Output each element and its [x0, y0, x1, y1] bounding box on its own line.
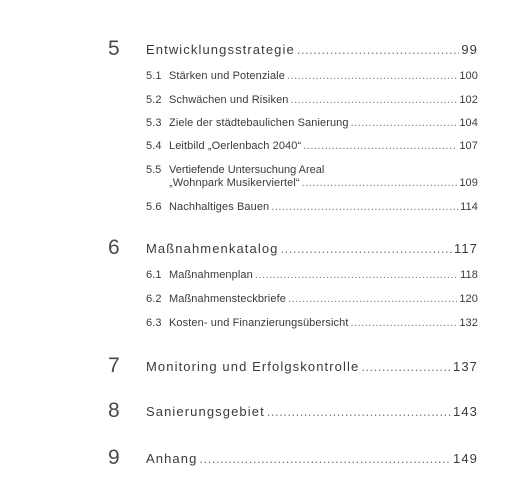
section-title: Kosten- und Finanzierungsübersicht — [169, 317, 349, 329]
dot-leader — [199, 451, 451, 466]
section-title: Vertiefende Untersuchung Areal — [169, 164, 325, 176]
dot-leader — [287, 70, 457, 82]
toc-entry-section[interactable] — [146, 201, 478, 213]
chapter-number: 8 — [108, 399, 120, 422]
page-number: 137 — [453, 359, 478, 374]
toc-entry-section[interactable] — [146, 94, 478, 106]
dot-leader — [297, 42, 460, 57]
chapter-title: Anhang — [146, 451, 198, 466]
toc-entry-section[interactable] — [146, 140, 478, 152]
dot-leader — [288, 293, 457, 305]
page-number: 100 — [459, 70, 478, 82]
toc-entry-section[interactable] — [146, 269, 478, 281]
page-number: 104 — [459, 117, 478, 129]
section-number: 6.1 — [146, 269, 162, 281]
section-number: 5.1 — [146, 70, 162, 82]
chapter-number: 9 — [108, 446, 120, 469]
dot-leader — [351, 317, 458, 329]
toc-entry-section[interactable] — [146, 317, 478, 329]
page-number: 143 — [453, 404, 478, 419]
page-number: 132 — [459, 317, 478, 329]
toc-entry-section[interactable] — [146, 117, 478, 129]
page-number: 109 — [459, 177, 478, 189]
toc-entry-chapter[interactable] — [146, 241, 478, 256]
chapter-number: 6 — [108, 236, 120, 259]
toc-entry-section-line1[interactable] — [146, 164, 324, 176]
chapter-title: Maßnahmenkatalog — [146, 241, 279, 256]
dot-leader — [361, 359, 451, 374]
section-number: 5.3 — [146, 117, 162, 129]
dot-leader — [255, 269, 458, 281]
page-number: 102 — [459, 94, 478, 106]
toc-entry-section-line2[interactable] — [146, 177, 478, 189]
dot-leader — [281, 241, 452, 256]
section-number: 5.4 — [146, 140, 162, 152]
section-number: 5.5 — [146, 164, 162, 176]
chapter-number: 5 — [108, 37, 120, 60]
page-number: 99 — [461, 42, 478, 57]
chapter-number: 7 — [108, 354, 120, 377]
page-number: 114 — [460, 201, 478, 213]
dot-leader — [302, 177, 458, 189]
toc-entry-section[interactable] — [146, 293, 478, 305]
page-number: 149 — [453, 451, 478, 466]
toc-entry-chapter[interactable] — [146, 359, 478, 374]
chapter-title: Entwicklungsstrategie — [146, 42, 295, 57]
toc-entry-chapter[interactable] — [146, 451, 478, 466]
dot-leader — [271, 201, 458, 213]
dot-leader — [303, 140, 457, 152]
section-title-continued: „Wohnpark Musikerviertel“ — [169, 177, 300, 189]
section-title: Maßnahmenplan — [169, 269, 253, 281]
page-number: 107 — [459, 140, 478, 152]
page-number: 120 — [459, 293, 478, 305]
section-title: Schwächen und Risiken — [169, 94, 289, 106]
toc-entry-chapter[interactable] — [146, 404, 478, 419]
section-title: Maßnahmensteckbriefe — [169, 293, 286, 305]
section-number: 5.6 — [146, 201, 162, 213]
chapter-title: Sanierungsgebiet — [146, 404, 265, 419]
dot-leader — [291, 94, 458, 106]
section-title: Stärken und Potenziale — [169, 70, 285, 82]
dot-leader — [267, 404, 451, 419]
section-title: Nachhaltiges Bauen — [169, 201, 270, 213]
section-number: 6.2 — [146, 293, 162, 305]
section-title: Leitbild „Oerlenbach 2040“ — [169, 140, 302, 152]
page-number: 118 — [460, 269, 478, 281]
toc-entry-chapter[interactable] — [146, 42, 478, 57]
section-number: 6.3 — [146, 317, 162, 329]
section-title: Ziele der städtebaulichen Sanierung — [169, 117, 349, 129]
section-number: 5.2 — [146, 94, 162, 106]
toc-entry-section[interactable] — [146, 70, 478, 82]
dot-leader — [351, 117, 458, 129]
chapter-title: Monitoring und Erfolgskontrolle — [146, 359, 360, 374]
page-number: 117 — [453, 241, 478, 256]
